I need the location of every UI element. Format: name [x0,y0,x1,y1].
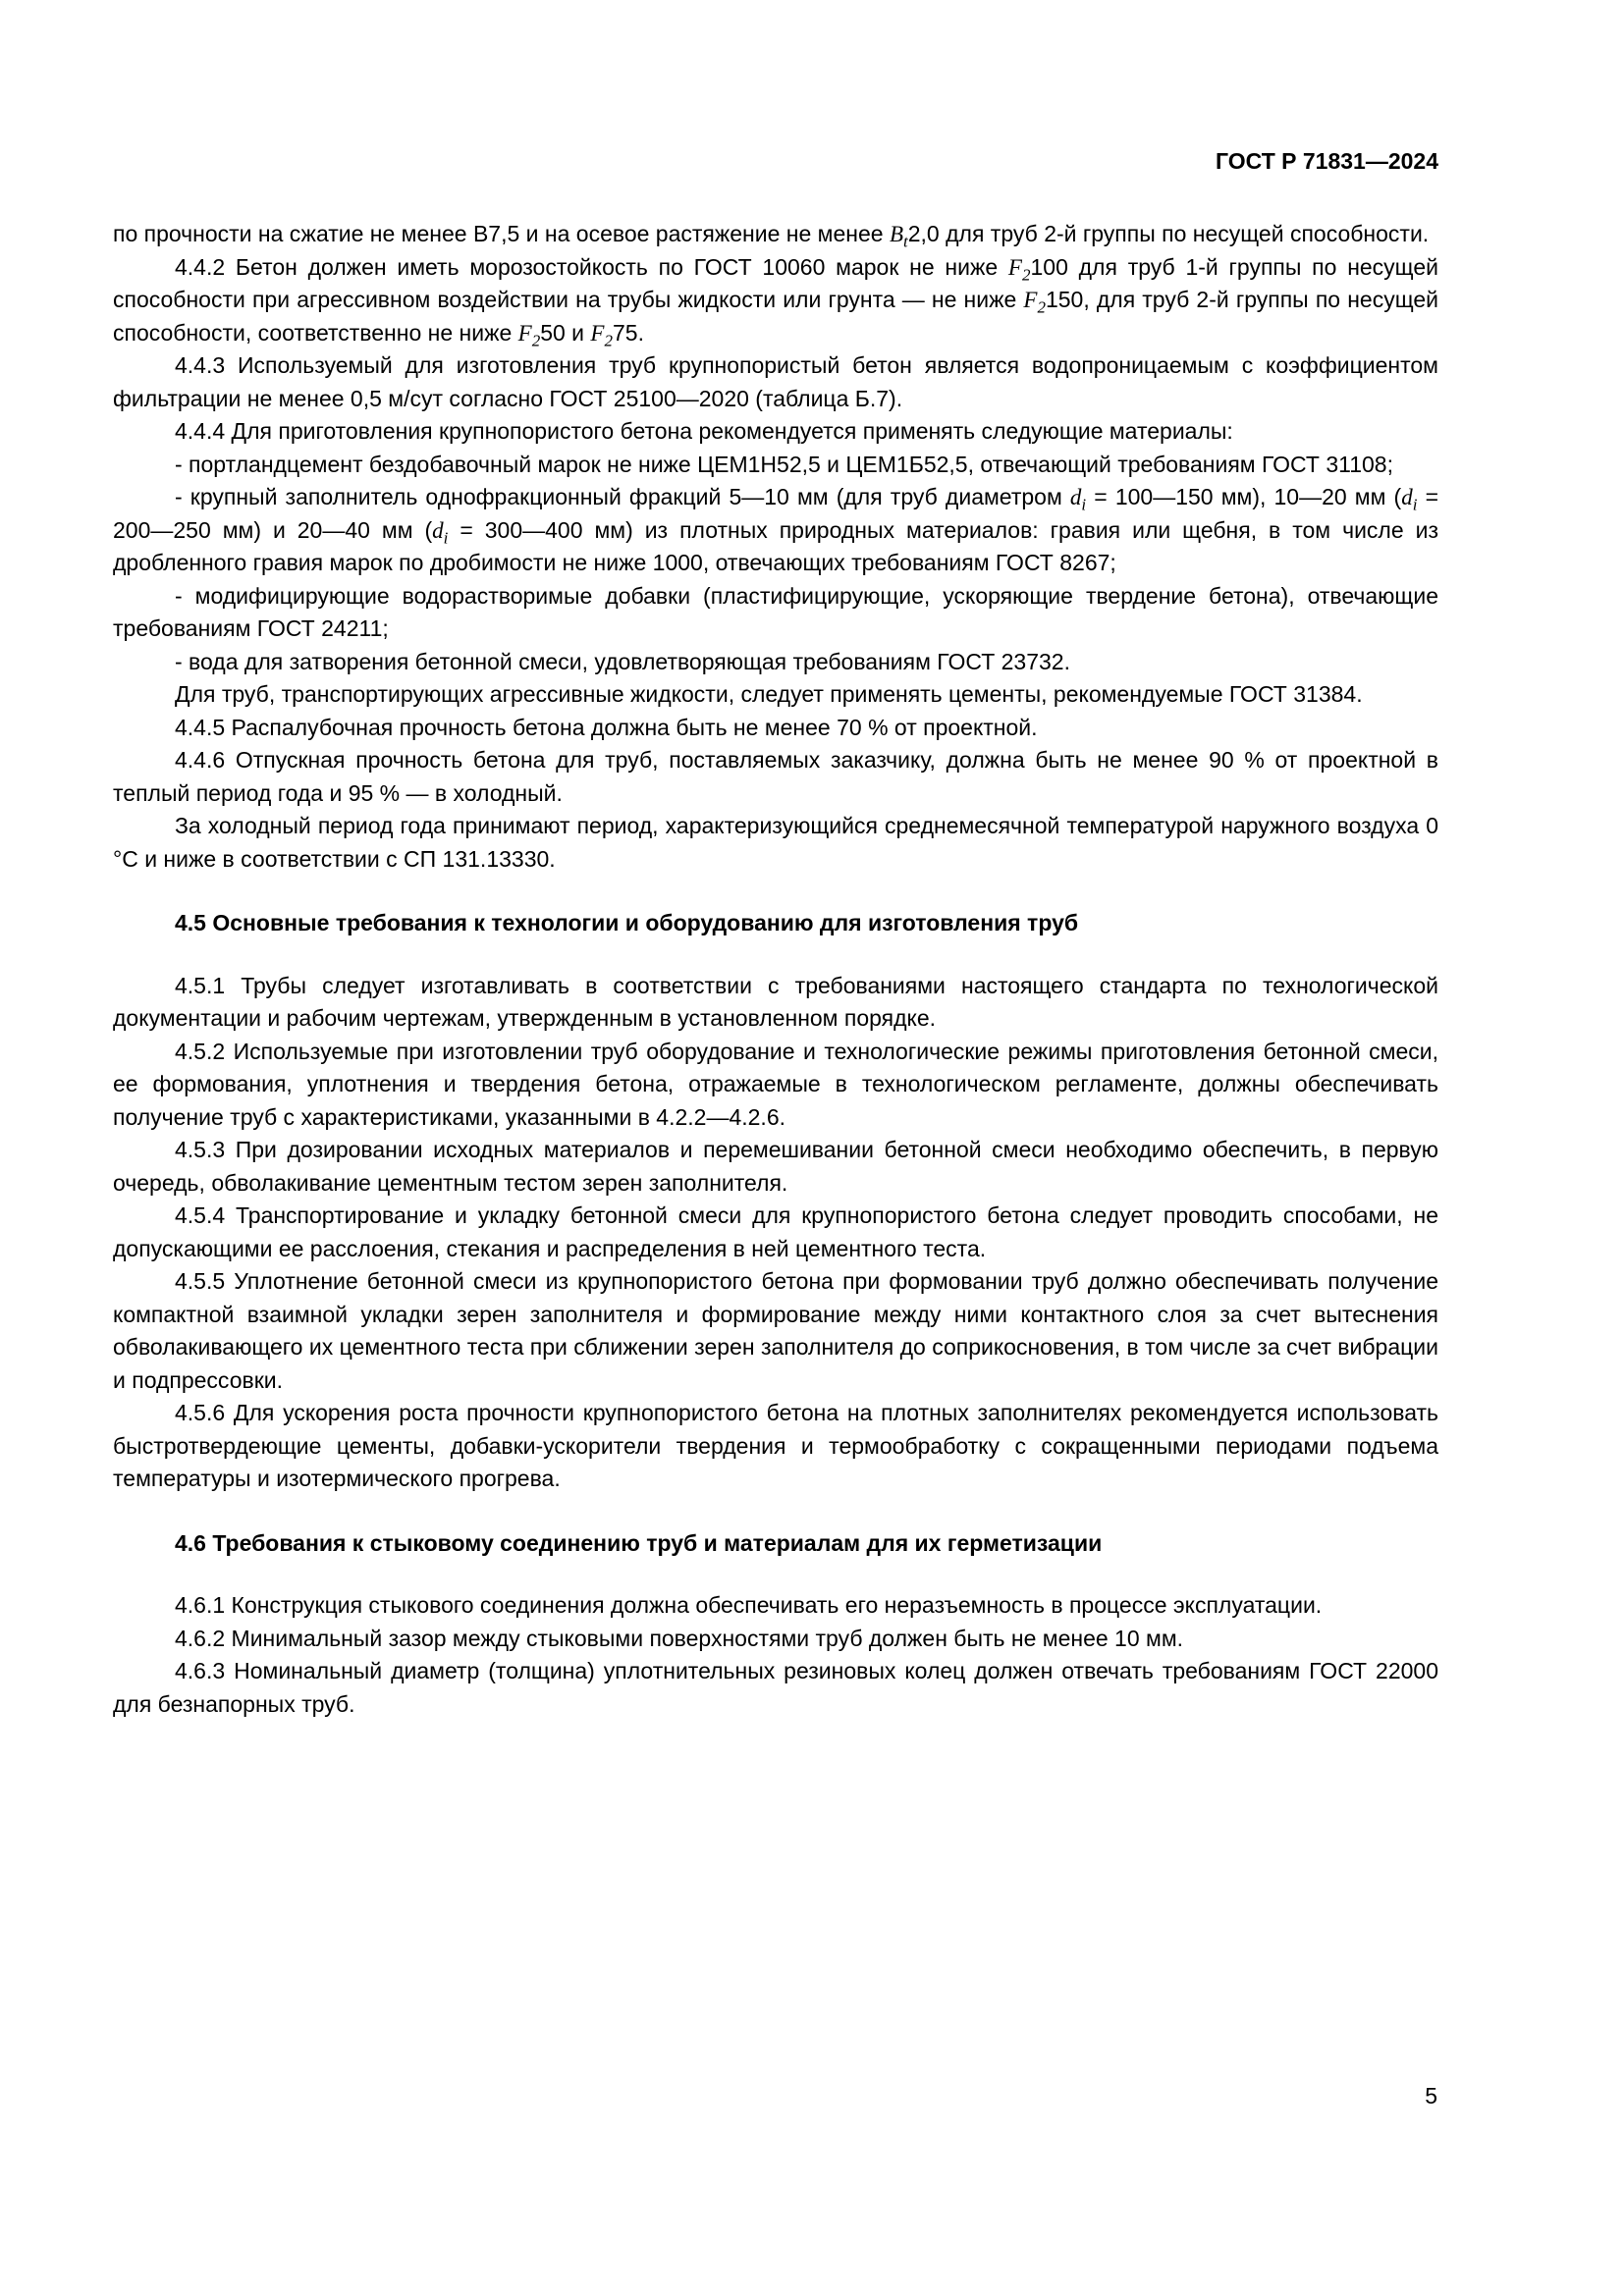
variable-symbol: B [889,222,904,246]
paragraph [113,744,1438,810]
paragraph [113,1589,1438,1623]
document-header: ГОСТ Р 71831—2024 [1216,148,1438,174]
text-run: 4.6.2 Минимальный зазор между стыковыми поверхностями труб должен быть не менее 10 мм. [175,1625,1184,1651]
text-run: 4.5.4 Транспортирование и укладку бетонной смеси для крупнопористого бетона следует проводить способами, не допускающими ее расслоения, стекания и распределения в ней цементного теста. [113,1202,1438,1261]
text-run: 4.5.3 При дозировании исходных материалов и перемешивании бетонной смеси необходимо обеспечить, в первую очередь, обволакивание цементным тестом зерен заполнителя. [113,1137,1438,1196]
text-run: 4.4.6 Отпускная прочность бетона для труб, поставляемых заказчику, должна быть не менее 90 % от проектной в теплый период года и 95 % — в холодный. [113,747,1438,806]
variable-subscript: 2 [1037,297,1046,317]
text-run: 4.4.5 Распалубочная прочность бетона должна быть не менее 70 % от проектной. [175,714,1038,740]
text-run: = 100—150 мм), 10—20 мм ( [1086,484,1402,509]
text-run: 4.5 Основные требования к технологии и оборудованию для изготовления труб [175,910,1079,935]
page-number: 5 [1425,2083,1437,2109]
text-run: 2,0 для труб 2-й группы по несущей способности. [907,221,1430,246]
variable-subscript: t [903,232,908,251]
variable-subscript: 2 [604,331,613,350]
text-run: 150, для труб 2-й группы по несущей способности, соответственно не ниже [113,287,1439,346]
paragraph [113,678,1438,712]
text-run: 4.4.2 Бетон должен иметь морозостойкость по ГОСТ 10060 марок не ниже [175,253,1008,280]
text-run: 4.5.6 Для ускорения роста прочности крупнопористого бетона на плотных заполнителях рекомендуется использовать быстротвердеющие цементы, добавки-ускорители твердения и термообработку с сокращенными периодами подъема температуры и изотермического прогрева. [113,1400,1438,1491]
text-run: 4.5.5 Уплотнение бетонной смеси из крупнопористого бетона при формовании труб должно обеспечивать получение компактной взаимной укладки зерен заполнителя и формирование между ними контактного слоя за счет вытеснения обволакивающего их цементного теста при сближении зерен заполнителя до соприкосновения, в том числе за счет вибрации и подпрессовки. [113,1268,1438,1393]
text-run: = 200—250 мм) и 20—40 мм ( [113,484,1439,543]
variable-symbol: F [517,320,532,346]
text-run: 4.5.2 Используемые при изготовлении труб оборудование и технологические режимы приготовления бетонной смеси, ее формования, уплотнения и твердения бетона, отражаемые в технологическом регламенте, должны обеспечивать получение труб с характеристиками, указанными в 4.2.2—4.2.6. [113,1038,1438,1130]
variable-subscript: 2 [1021,265,1031,285]
text-run: 4.6.3 Номинальный диаметр (толщина) уплотнительных резиновых колец должен отвечать требованиям ГОСТ 22000 для безнапорных труб. [113,1658,1438,1717]
variable-symbol: d [1069,485,1082,509]
section-heading [113,1527,1438,1561]
text-run: = 300—400 мм) из плотных природных материалов: гравия или щебня, в том числе из дробленного гравия марок по дробимости не ниже 1000, отвечающих требованиям ГОСТ 8267; [113,516,1438,575]
variable-symbol: F [590,320,605,346]
text-run: 100 для труб 1-й группы по несущей способности при агрессивном воздействии на трубы жидкости или грунта — не ниже [113,253,1438,312]
paragraph [113,580,1438,646]
text-run: 4.6 Требования к стыковому соединению труб и материалам для их герметизации [175,1529,1103,1556]
text-run: 4.4.4 Для приготовления крупнопористого бетона рекомендуется применять следующие материалы: [175,418,1233,444]
variable-subscript: i [443,528,449,548]
paragraph [113,481,1438,580]
paragraph [113,218,1438,251]
variable-symbol: d [432,517,444,543]
document-body [113,218,1438,1721]
text-run: 50 и [540,319,591,346]
paragraph [113,1134,1438,1200]
paragraph [113,810,1438,876]
paragraph [113,1623,1438,1656]
text-run: - крупный заполнитель однофракционный фракций 5—10 мм (для труб диаметром [175,484,1070,509]
text-run: 4.4.3 Используемый для изготовления труб крупнопористый бетон является водопроницаемым с коэффициентом фильтрации не менее 0,5 м/сут согласно ГОСТ 25100—2020 (таблица Б.7). [113,352,1438,411]
variable-symbol: F [1007,254,1022,280]
paragraph [113,1397,1438,1496]
text-run: - портландцемент бездобавочный марок не ниже ЦЕМ1Н52,5 и ЦЕМ1Б52,5, отвечающий требованиям ГОСТ 31108; [175,451,1393,477]
section-heading [113,907,1438,940]
text-run: - модифицирующие водорастворимые добавки (пластифицирующие, ускоряющие твердение бетона), отвечающие требованиям ГОСТ 24211; [113,582,1438,641]
text-run: 4.6.1 Конструкция стыкового соединения должна обеспечивать его неразъемность в процессе эксплуатации. [175,1592,1323,1618]
paragraph [113,449,1438,482]
paragraph [113,1200,1438,1265]
text-run: - вода для затворения бетонной смеси, удовлетворяющая требованиям ГОСТ 23732. [175,648,1070,674]
paragraph [113,251,1438,350]
paragraph [113,1655,1438,1721]
text-run: по прочности на сжатие не менее В7,5 и на осевое растяжение не менее [113,221,890,246]
variable-subscript: i [1081,495,1087,514]
paragraph [113,646,1438,679]
paragraph [113,970,1438,1036]
text-run: Для труб, транспортирующих агрессивные жидкости, следует применять цементы, рекомендуемые ГОСТ 31384. [175,681,1363,707]
text-run: 4.5.1 Трубы следует изготавливать в соответствии с требованиями настоящего стандарта по технологической документации и рабочим чертежам, утвержденным в установленном порядке. [113,972,1438,1031]
text-run: За холодный период года принимают период, характеризующийся среднемесячной температурой наружного воздуха 0 °С и ниже в соответствии с СП 131.13330. [113,813,1438,872]
variable-subscript: i [1412,495,1418,514]
variable-subscript: 2 [531,331,541,350]
paragraph [113,349,1438,415]
paragraph [113,712,1438,745]
paragraph [113,1036,1438,1135]
text-run: 75. [612,319,644,346]
variable-symbol: F [1023,288,1038,312]
paragraph [113,415,1438,449]
variable-symbol: d [1401,485,1413,509]
paragraph [113,1265,1438,1397]
